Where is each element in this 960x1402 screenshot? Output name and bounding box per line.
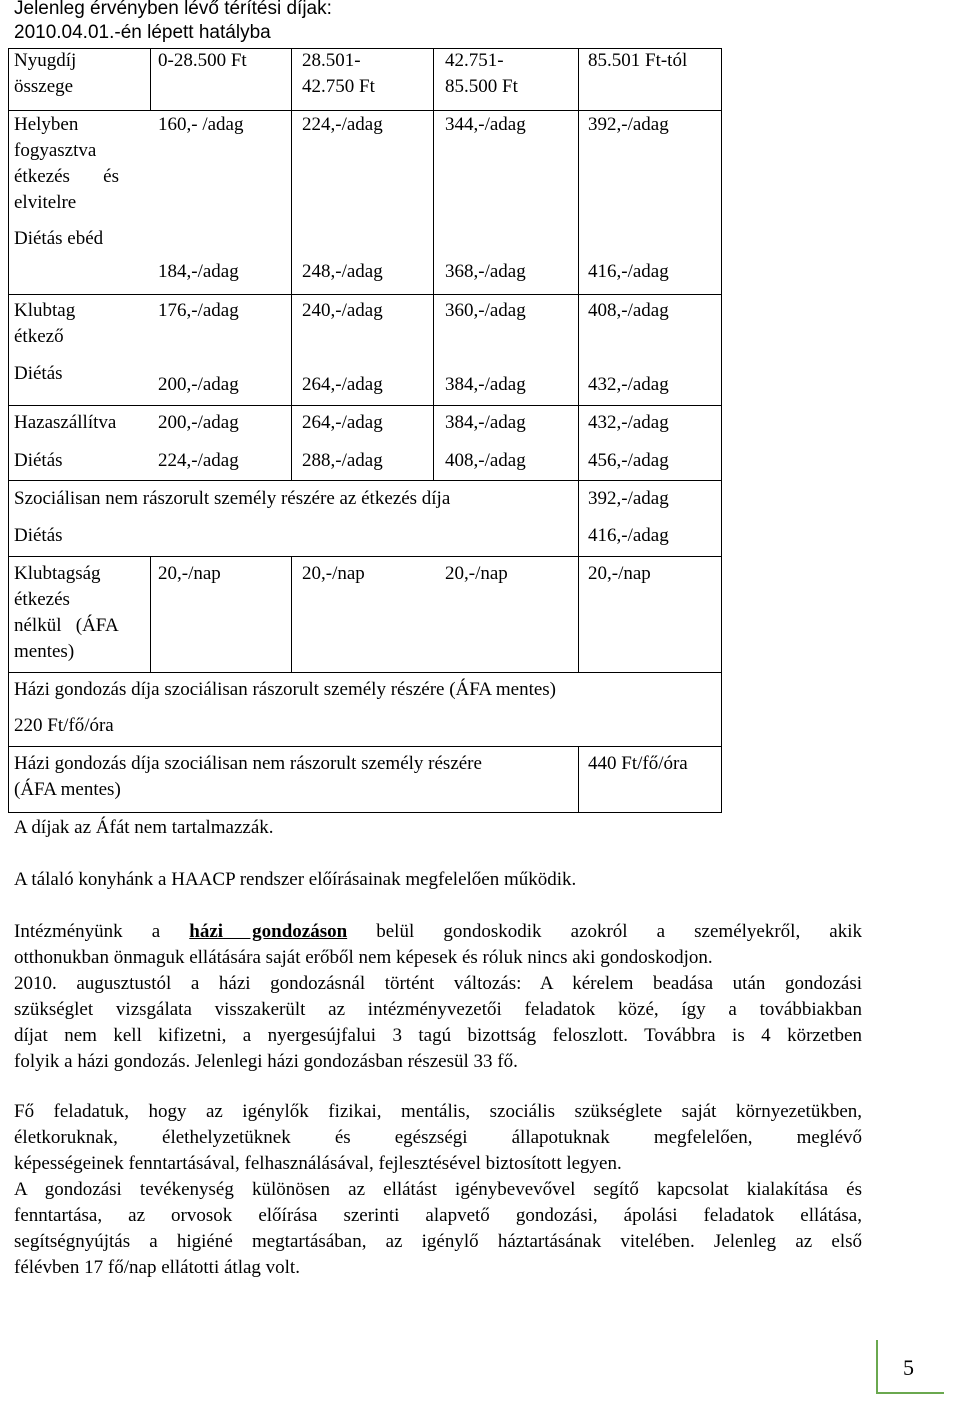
table-row-divider — [8, 294, 722, 295]
table-row-divider — [8, 556, 722, 557]
delivered-diet-value: 456,-/adag — [588, 450, 669, 471]
local-diet-value: 416,-/adag — [588, 261, 669, 282]
paragraph-line: otthonukban önmaguk ellátására saját erőből nem képesek és róluk nincs aki gondoskodjon. — [14, 947, 713, 968]
range-2-line-2: 42.750 Ft — [302, 76, 375, 97]
paragraph-text: Intézményünk a — [14, 921, 190, 942]
vat-note: A díjak az Áfát nem tartalmazzák. — [14, 817, 274, 838]
range-1: 0-28.500 Ft — [158, 50, 247, 71]
delivered-value: 432,-/adag — [588, 412, 669, 433]
local-diet-value: 248,-/adag — [302, 261, 383, 282]
table-row-divider — [8, 672, 722, 673]
paragraph-line — [14, 919, 862, 945]
paragraph-line: 2010. augusztustól a házi gondozásnál történt változás: A kérelem beadása után gondozási — [14, 973, 862, 994]
paragraph-line: Fő feladatuk, hogy az igénylők fizikai, mentális, szociális szükséglete saját környezetükben, — [14, 1101, 862, 1122]
club-label-line: étkező — [14, 326, 64, 347]
haccp-note: A tálaló konyhánk a HAACP rendszer előírásainak megfelelően működik. — [14, 869, 577, 890]
local-value: 160,- /adag — [158, 114, 244, 135]
non-needy-diet-label: Diétás — [14, 525, 63, 546]
membership-value: 20,-/nap — [158, 563, 221, 584]
paragraph-line: A gondozási tevékenység különösen az ellátást igénybevevővel segítő kapcsolat kialakítása és — [14, 1179, 862, 1200]
delivered-value: 384,-/adag — [445, 412, 526, 433]
paragraph-text: belül gondoskodik azokról a személyekről, akik — [347, 921, 862, 942]
header-line-1: Jelenleg érvényben lévő térítési díjak: — [14, 0, 332, 19]
paragraph-line: életkoruknak, élethelyzetüknek és egészségi állapotuknak megfelelően, meglévő — [14, 1127, 862, 1148]
club-diet-value: 200,-/adag — [158, 374, 239, 395]
paragraph-line: képességeinek fenntartásával, felhasználásával, fejlesztésével biztosított legyen. — [14, 1153, 622, 1174]
table-col-divider — [433, 48, 434, 480]
club-diet-value: 432,-/adag — [588, 374, 669, 395]
table-row-divider — [8, 110, 722, 111]
membership-value: 20,-/nap — [588, 563, 651, 584]
table-col-divider — [291, 48, 292, 480]
club-diet-value: 384,-/adag — [445, 374, 526, 395]
local-label-line: étkezés és — [14, 166, 119, 187]
club-diet-value: 264,-/adag — [302, 374, 383, 395]
pension-label-2: összege — [14, 76, 74, 97]
local-diet-label: Diétás ebéd — [14, 228, 104, 249]
club-value: 176,-/adag — [158, 300, 239, 321]
delivered-diet-label: Diétás — [14, 450, 63, 471]
local-label-line: fogyasztva — [14, 140, 97, 161]
membership-label-line: nélkül (ÁFA — [14, 615, 119, 636]
home-care-needy-value: 220 Ft/fő/óra — [14, 715, 114, 736]
range-2-line-1: 28.501- — [302, 50, 361, 71]
range-3-line-1: 42.751- — [445, 50, 504, 71]
pension-label-1: Nyugdíj — [14, 50, 77, 71]
membership-label-line: Klubtagság — [14, 563, 101, 584]
club-value: 240,-/adag — [302, 300, 383, 321]
delivered-diet-value: 288,-/adag — [302, 450, 383, 471]
table-border-left — [8, 48, 9, 812]
delivered-diet-value: 408,-/adag — [445, 450, 526, 471]
delivered-diet-value: 224,-/adag — [158, 450, 239, 471]
paragraph-line: fenntartása, az orvosok előírása szerinti alapvető gondozási, ápolási feladatok ellátása, — [14, 1205, 862, 1226]
club-diet-label: Diétás — [14, 363, 63, 384]
range-4: 85.501 Ft-tól — [588, 50, 688, 71]
non-needy-diet-value: 416,-/adag — [588, 525, 669, 546]
local-label-line: elvitelre — [14, 192, 77, 213]
non-needy-label: Szociálisan nem rászorult személy részére az étkezés díja — [14, 488, 451, 509]
club-value: 360,-/adag — [445, 300, 526, 321]
paragraph-line: segítségnyújtás a higiéné megtartásában, az igénylő háztartásának vitelében. Jelenleg az első — [14, 1231, 862, 1252]
table-col-divider — [578, 48, 579, 672]
home-care-paragraph — [14, 919, 862, 1075]
home-care-needy-label: Házi gondozás díja szociálisan rászorult személy részére (ÁFA mentes) — [14, 679, 557, 700]
club-label-line: Klubtag — [14, 300, 76, 321]
paragraph-line: folyik a házi gondozás. Jelenlegi házi gondozásban részesül 33 fő. — [14, 1051, 518, 1072]
home-care-non-needy-label-2: (ÁFA mentes) — [14, 779, 121, 800]
membership-value: 20,-/nap — [302, 563, 365, 584]
table-col-divider — [291, 556, 292, 672]
local-diet-value: 368,-/adag — [445, 261, 526, 282]
table-col-divider — [150, 48, 151, 110]
header-line-2: 2010.04.01.-én lépett hatályba — [14, 22, 271, 43]
delivered-value: 200,-/adag — [158, 412, 239, 433]
local-diet-value: 184,-/adag — [158, 261, 239, 282]
club-value: 408,-/adag — [588, 300, 669, 321]
home-care-non-needy-label-1: Házi gondozás díja szociálisan nem rászorult személy részére — [14, 753, 482, 774]
membership-label-line: étkezés — [14, 589, 70, 610]
local-value: 224,-/adag — [302, 114, 383, 135]
local-value: 344,-/adag — [445, 114, 526, 135]
table-col-divider — [578, 746, 579, 812]
home-care-emphasis: házi gondozáson — [189, 921, 348, 942]
table-border-right — [721, 48, 722, 812]
local-label-line: Helyben — [14, 114, 79, 135]
delivered-label: Hazaszállítva — [14, 412, 117, 433]
delivered-value: 264,-/adag — [302, 412, 383, 433]
table-border-bottom — [8, 812, 722, 813]
range-3-line-2: 85.500 Ft — [445, 76, 518, 97]
paragraph-line: szükséglet vizsgálata visszakerült az intézményvezetői feladatok közé, így a továbbiakban — [14, 999, 862, 1020]
table-row-divider — [8, 480, 722, 481]
page-number: 5 — [903, 1355, 914, 1380]
table-row-divider — [8, 405, 722, 406]
membership-label-line: mentes) — [14, 641, 75, 662]
table-col-divider — [150, 556, 151, 672]
membership-value: 20,-/nap — [445, 563, 508, 584]
local-value: 392,-/adag — [588, 114, 669, 135]
tasks-paragraph — [14, 1099, 862, 1281]
non-needy-value: 392,-/adag — [588, 488, 669, 509]
paragraph-line: félévben 17 fő/nap ellátotti átlag volt. — [14, 1257, 300, 1278]
home-care-non-needy-value: 440 Ft/fő/óra — [588, 753, 688, 774]
table-row-divider — [8, 746, 722, 747]
paragraph-line: díjat nem kell kifizetni, a nyergesújfalui 3 tagú bizottság feloszlott. Továbbra is 4 körzetben — [14, 1025, 862, 1046]
